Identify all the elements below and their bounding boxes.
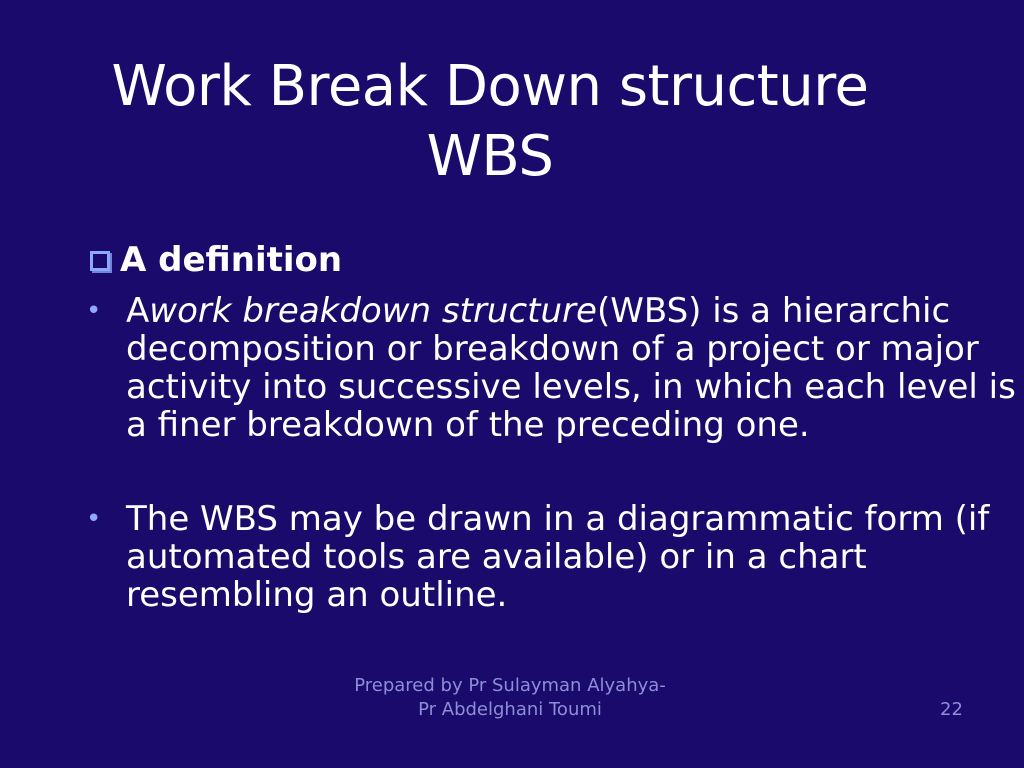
section-heading [86,238,342,282]
footer [300,674,720,722]
checkbox-icon [90,251,110,271]
section-heading-label: A definition [120,240,343,280]
bullet-rest: (WBS) is a hierarchic decomposition or breakdown of a project or major activity into successive levels, in which each level is a finer breakdown of the preceding one. [126,291,1016,445]
page-number: 22 [940,699,963,720]
title-line-2: WBS [426,124,554,189]
slide-title [0,52,980,192]
bullet-prefix: A [126,291,150,331]
footer-line-2: Pr Abdelghani Toumi [418,699,602,720]
bullet-item-definition [86,292,1016,444]
bullet-icon: • [86,296,102,326]
title-line-1: Work Break Down structure [111,54,869,119]
bullet-italic-term: work breakdown structure [149,291,597,331]
footer-line-1: Prepared by Pr Sulayman Alyahya- [354,675,666,696]
bullet-icon: • [86,504,102,534]
bullet-item-diagram [86,500,1016,614]
bullet-text-definition [126,292,1016,444]
bullet-text-diagram: The WBS may be drawn in a diagrammatic form (if automated tools are available) or in a chart resembling an outline. [126,499,990,615]
